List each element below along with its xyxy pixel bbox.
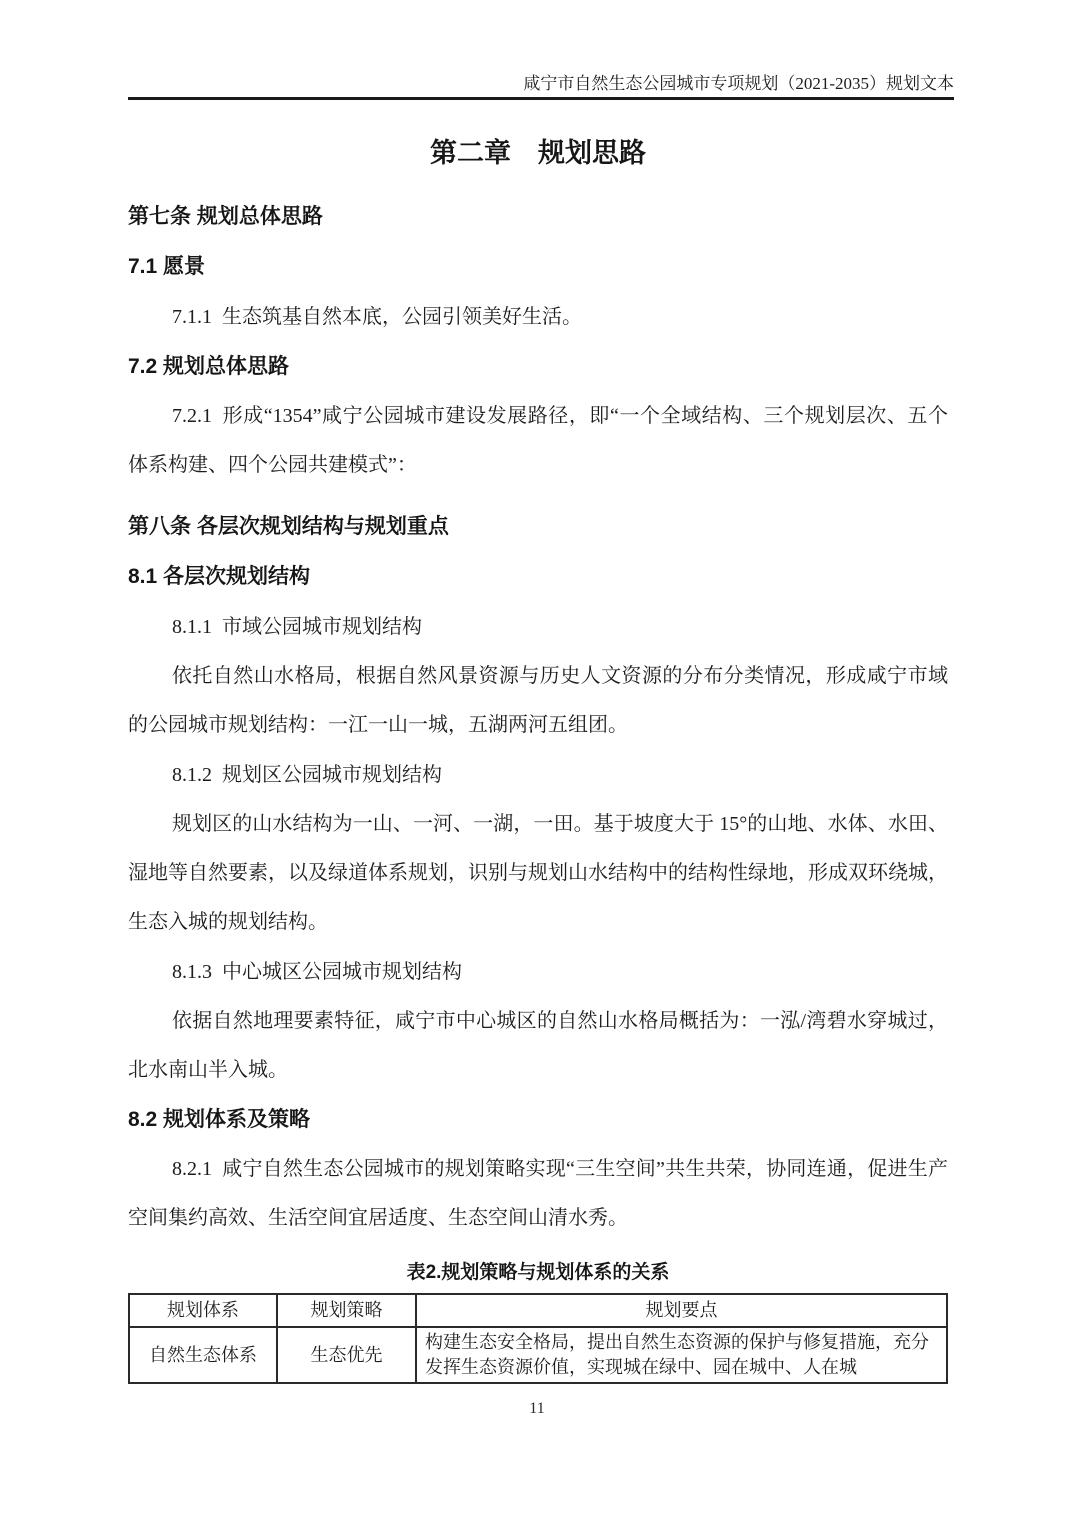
table-row: [129, 1327, 947, 1383]
paragraph-8-2-1: 8.2.1 咸宁自然生态公园城市的规划策略实现“三生空间”共生共荣，协同连通，促进生产空间集约高效、生活空间宜居适度、生态空间山清水秀。: [128, 1158, 948, 1229]
table-header-strategy: 规划策略: [277, 1294, 416, 1327]
table-header-points: 规划要点: [416, 1294, 947, 1327]
paragraph-8-1-1: 依托自然山水格局，根据自然风景资源与历史人文资源的分布分类情况，形成咸宁市域的公园城市规划结构：一江一山一城，五湖两河五组团。: [128, 665, 948, 736]
page-number: 11: [529, 1400, 545, 1417]
paragraph-7-2-1: 7.2.1 形成“1354”咸宁公园城市建设发展路径，即“一个全域结构、三个规划层次、五个体系构建、四个公园共建模式”：: [128, 405, 948, 476]
table-header-system: 规划体系: [129, 1294, 277, 1327]
header-title: 咸宁市自然生态公园城市专项规划（2021-2035）规划文本: [523, 74, 954, 93]
cell-strategy: 生态优先: [277, 1327, 416, 1383]
header-rule: [128, 97, 954, 100]
document-content: [128, 128, 948, 1384]
cell-points: 构建生态安全格局，提出自然生态资源的保护与修复措施，充分发挥生态资源价值，实现城在绿中、园在城中、人在城: [416, 1327, 947, 1383]
table-header-row: [129, 1294, 947, 1327]
cell-system: 自然生态体系: [129, 1327, 277, 1383]
section-heading-7-2: 7.2 规划总体思路: [128, 355, 290, 378]
paragraph-8-1-2: 规划区的山水结构为一山、一河、一湖，一田。基于坡度大于 15°的山地、水体、水田、湿地等自然要素，以及绿道体系规划，识别与规划山水结构中的结构性绿地，形成双环绕城，生态入城的规划结构。: [128, 813, 948, 933]
section-heading-7-1: 7.1 愿景: [128, 255, 206, 278]
clause-8-1-1: 8.1.1 市域公园城市规划结构: [172, 616, 422, 638]
page-header: [128, 74, 954, 94]
section-heading-8-2: 8.2 规划体系及策略: [128, 1108, 311, 1131]
clause-7-1-1: 7.1.1 生态筑基自然本底，公园引领美好生活。: [172, 306, 582, 328]
table-caption: 表2.规划策略与规划体系的关系: [406, 1262, 670, 1283]
article-heading-7: 第七条 规划总体思路: [128, 205, 323, 228]
strategy-table: [128, 1293, 948, 1384]
chapter-title: 第二章 规划思路: [430, 138, 646, 168]
section-heading-8-1: 8.1 各层次规划结构: [128, 565, 311, 588]
clause-8-1-3: 8.1.3 中心城区公园城市规划结构: [172, 961, 462, 983]
clause-8-1-2: 8.1.2 规划区公园城市规划结构: [172, 764, 442, 786]
article-heading-8: 第八条 各层次规划结构与规划重点: [128, 515, 449, 538]
paragraph-8-1-3: 依据自然地理要素特征，咸宁市中心城区的自然山水格局概括为：一泓/湾碧水穿城过，北水南山半入城。: [128, 1010, 948, 1081]
